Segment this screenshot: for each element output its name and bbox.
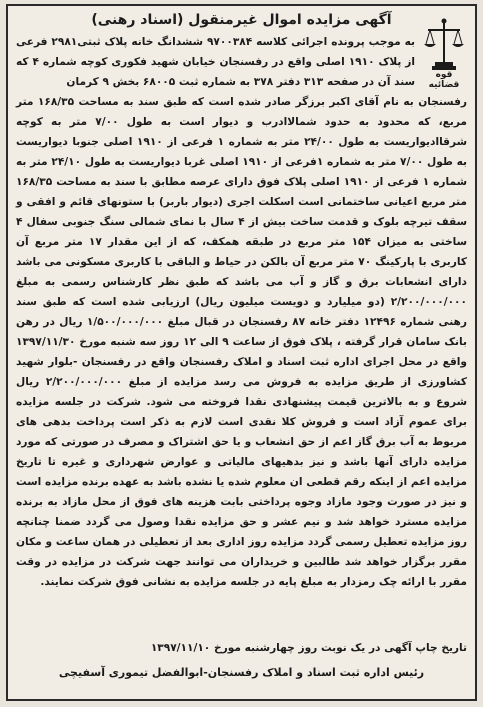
auction-notice [6, 4, 477, 701]
signature: رئیس اداره ثبت اسناد و املاک رفسنجان-ابوالفضل تیموری آسفیچی [58, 666, 425, 679]
notice-intro: به موجب پرونده اجرائی کلاسه ۹۷۰۰۳۸۴ ششدانگ خانه پلاک ثبتی۲۹۸۱ فرعی از پلاک ۱۹۱۰ اصلی واقع در رفسنجان خیابان شهید فکوری کوچه شماره ۴ که سند آن در صفحه ۳۱۳ دفتر ۳۷۸ به شماره ثبت ۶۸۰۰۵ بخش ۹ کرمان [16, 36, 416, 88]
emblem-label: قوه قضائیه [428, 70, 460, 90]
judiciary-emblem-icon [423, 16, 465, 78]
notice-body: رفسنجان به نام آقای اکبر برزگر صادر شده است که طبق سند به مساحت ۱۶۸/۳۵ متر مربع، که محدود به حدود شمالاادرب و دیوار است به طول ۷/۰۰ متر به کوچه شرقاادیواریست به طول ۲۴/۰۰ متر به شماره ۱ فرعی از ۱۹۱۰ اصلی جنوبا دیواریست به طول ۷/۰۰ متر به شماره ۱فرعی از ۱۹۱۰ اصلی غربا دیواریست به طول ۲۴/۱۰ متر به شماره ۱ فرعی از ۱۹۱۰ اصلی پلاک فوق دارای عرصه مطابق با سند به مساحت ۱۶۸/۳۵ متر مربع اعیانی ساختمانی است اسکلت اجری (دیوار باربر) با ستونهای قائم و افقی و سقف تیرچه بلوک و قدمت ساخت بیش از ۴ سال با نمای شمالی سنگ جنوبی سفال ۴ ساختی به میزان ۱۵۴ متر مربع در طبقه همکف، که از این مقدار ۱۷ متر مربع آن کاربری با پارکینگ ۷۰ متر مربع آن بالکن در حیاط و الباقی با کاربری مسکونی می باشد دارای انشعابات برق و گاز و آب می باشد که طبق نظر کارشناس رسمی به مبلغ ۲/۲۰۰/۰۰۰/۰۰۰ (دو میلیارد و دویست میلیون ریال) ارزیابی شده است که طبق سند رهنی شماره ۱۲۴۹۶ دفتر خانه ۸۷ رفسنجان در قبال مبلغ ۱/۵۰۰/۰۰۰/۰۰۰ ریال در رهن بانک سامان قرار گرفته ، پلاک فوق از ساعت ۹ الی ۱۲ روز سه شنبه مورخ ۱۳۹۷/۱۱/۳۰ واقع در محل اجرای اداره ثبت اسناد و املاک رفسنجان واقع در رفسنجان -بلوار شهید کشاورزی از طریق مزایده به فروش می رسد مزایده از مبلغ ۲/۲۰۰/۰۰۰/۰۰۰ ریال شروع و به بالاترین قیمت پیشنهادی نقدا فروخته می شود. شرکت در جلسه مزایده برای عموم آزاد است و فروش کلا نقدی است لازم به ذکر است پرداخت بدهی های مربوط به آب برق گاز اعم از حق انشعاب و یا حق اشتراک و مصرف در صورتی که مورد مزایده دارای آنها باشد و نیز بدهیهای مالیاتی و عوارض شهرداری و غیره تا تاریخ مزایده اعم از اینکه رقم قطعی ان معلوم شده یا نشده باشد به عهده برنده مزایده است و نیز در صورت وجود مازاد وجوه پرداختی بابت هزینه های فوق از محل مازاد به برنده مزایده مسترد خواهد شد و نیم عشر و حق مزایده نقدا وصول می گردد ضمنا چنانچه روز مزایده تعطیل رسمی گردد مزایده روز اداری بعد از تعطیلی در همان ساعت و مکان مقرر برگزار خواهد شد طالبین و خریداران می توانند جهت شرکت در مزایده در وقت مقرر با ارائه چک رمزدار به مبلغ پایه در جلسه مزایده به نشانی فوق شرکت نمایند. [16, 96, 468, 588]
notice-title: آگهی مزایده اموال غیرمنقول (اسناد رهنی) [91, 12, 392, 28]
publication-date: تاریخ چاپ آگهی در یک نوبت روز چهارشنبه مورخ ۱۳۹۷/۱۱/۱۰ [150, 642, 467, 654]
notice-header [8, 6, 475, 90]
